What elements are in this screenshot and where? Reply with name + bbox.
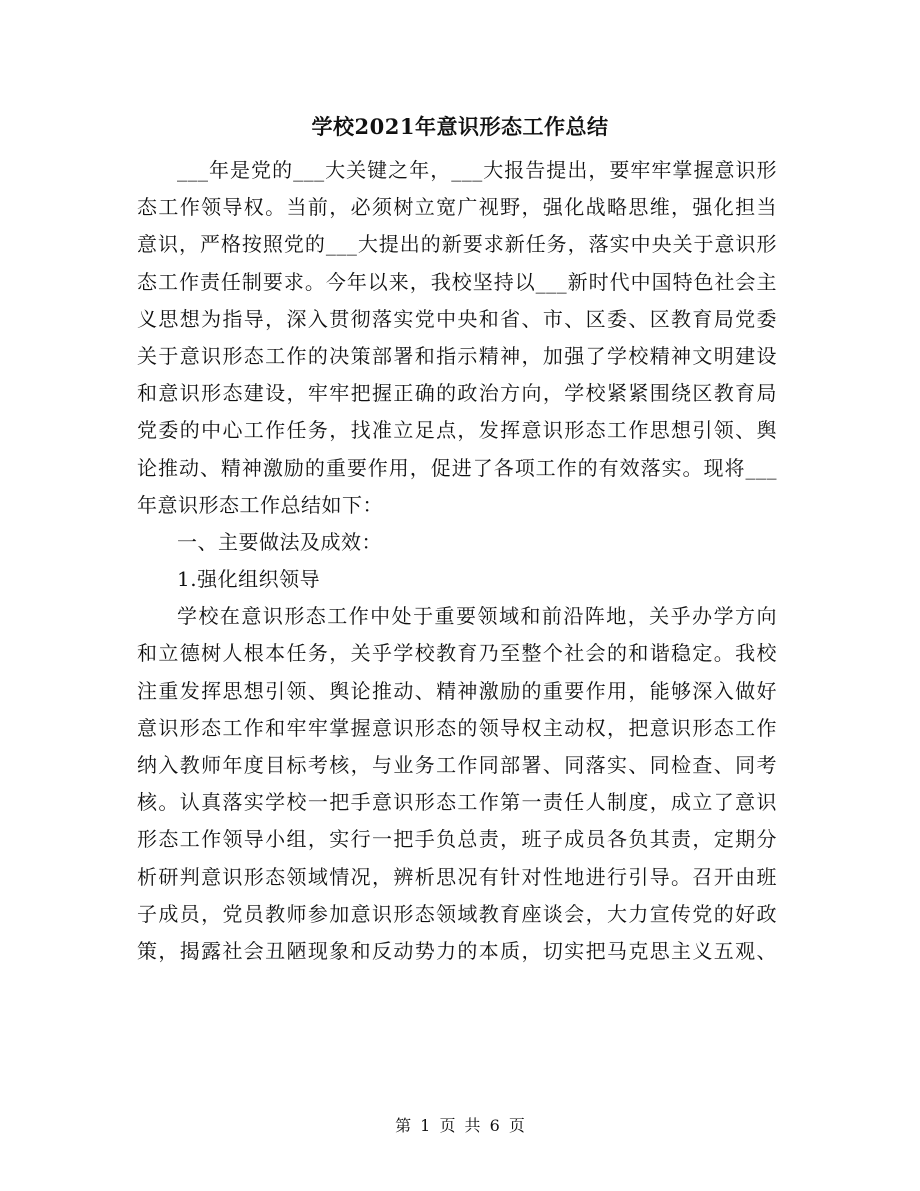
text-line: 意识，严格按照党的___大提出的新要求新任务，落实中央关于意识形	[137, 232, 777, 257]
text-line: 关于意识形态工作的决策部署和指示精神，加强了学校精神文明建设	[137, 343, 777, 368]
text-line: 一、主要做法及成效：	[177, 529, 382, 554]
text-line: 学校在意识形态工作中处于重要领域和前沿阵地，关乎办学方向	[177, 604, 777, 629]
document-body	[137, 152, 777, 970]
text-line: ___年是党的___大关键之年，___大报告提出，要牢牢掌握意识形	[177, 158, 777, 182]
text-line: 子成员，党员教师参加意识形态领域教育座谈会，大力宣传党的好政	[137, 901, 777, 926]
document-title: 学校2021年意识形态工作总结	[311, 114, 609, 139]
text-line: 意识形态工作和牢牢掌握意识形态的领导权主动权，把意识形态工作	[137, 715, 777, 740]
text-line: 和意识形态建设，牢牢把握正确的政治方向，学校紧紧围绕区教育局	[137, 381, 777, 406]
text-line: 党委的中心工作任务，找准立足点，发挥意识形态工作思想引领、舆	[137, 418, 777, 443]
text-line: 1.强化组织领导	[177, 567, 321, 592]
text-line: 态工作领导权。当前，必须树立宽广视野，强化战略思维，强化担当	[137, 195, 777, 220]
text-line: 形态工作领导小组，实行一把手负总责，班子成员各负其责，定期分	[137, 827, 777, 852]
text-line: 注重发挥思想引领、舆论推动、精神激励的重要作用，能够深入做好	[137, 678, 777, 703]
text-line: 纳入教师年度目标考核，与业务工作同部署、同落实、同检查、同考	[137, 753, 777, 777]
text-line: 和立德树人根本任务，关乎学校教育乃至整个社会的和谐稳定。我校	[137, 641, 777, 666]
text-line: 年意识形态工作总结如下：	[137, 492, 383, 517]
text-line: 态工作责任制要求。今年以来，我校坚持以___新时代中国特色社会主	[137, 269, 777, 294]
text-line: 析研判意识形态领域情况，辨析思况有针对性地进行引导。召开由班	[137, 864, 777, 889]
page-footer: 第 1 页 共 6 页	[395, 1116, 525, 1135]
text-line: 策，揭露社会丑陋现象和反动势力的本质，切实把马克思主义五观、	[137, 938, 777, 963]
text-line: 义思想为指导，深入贯彻落实党中央和省、市、区委、区教育局党委	[137, 306, 777, 331]
text-line: 核。认真落实学校一把手意识形态工作第一责任人制度，成立了意识	[137, 790, 777, 815]
text-line: 论推动、精神激励的重要作用，促进了各项工作的有效落实。现将___	[137, 455, 777, 480]
